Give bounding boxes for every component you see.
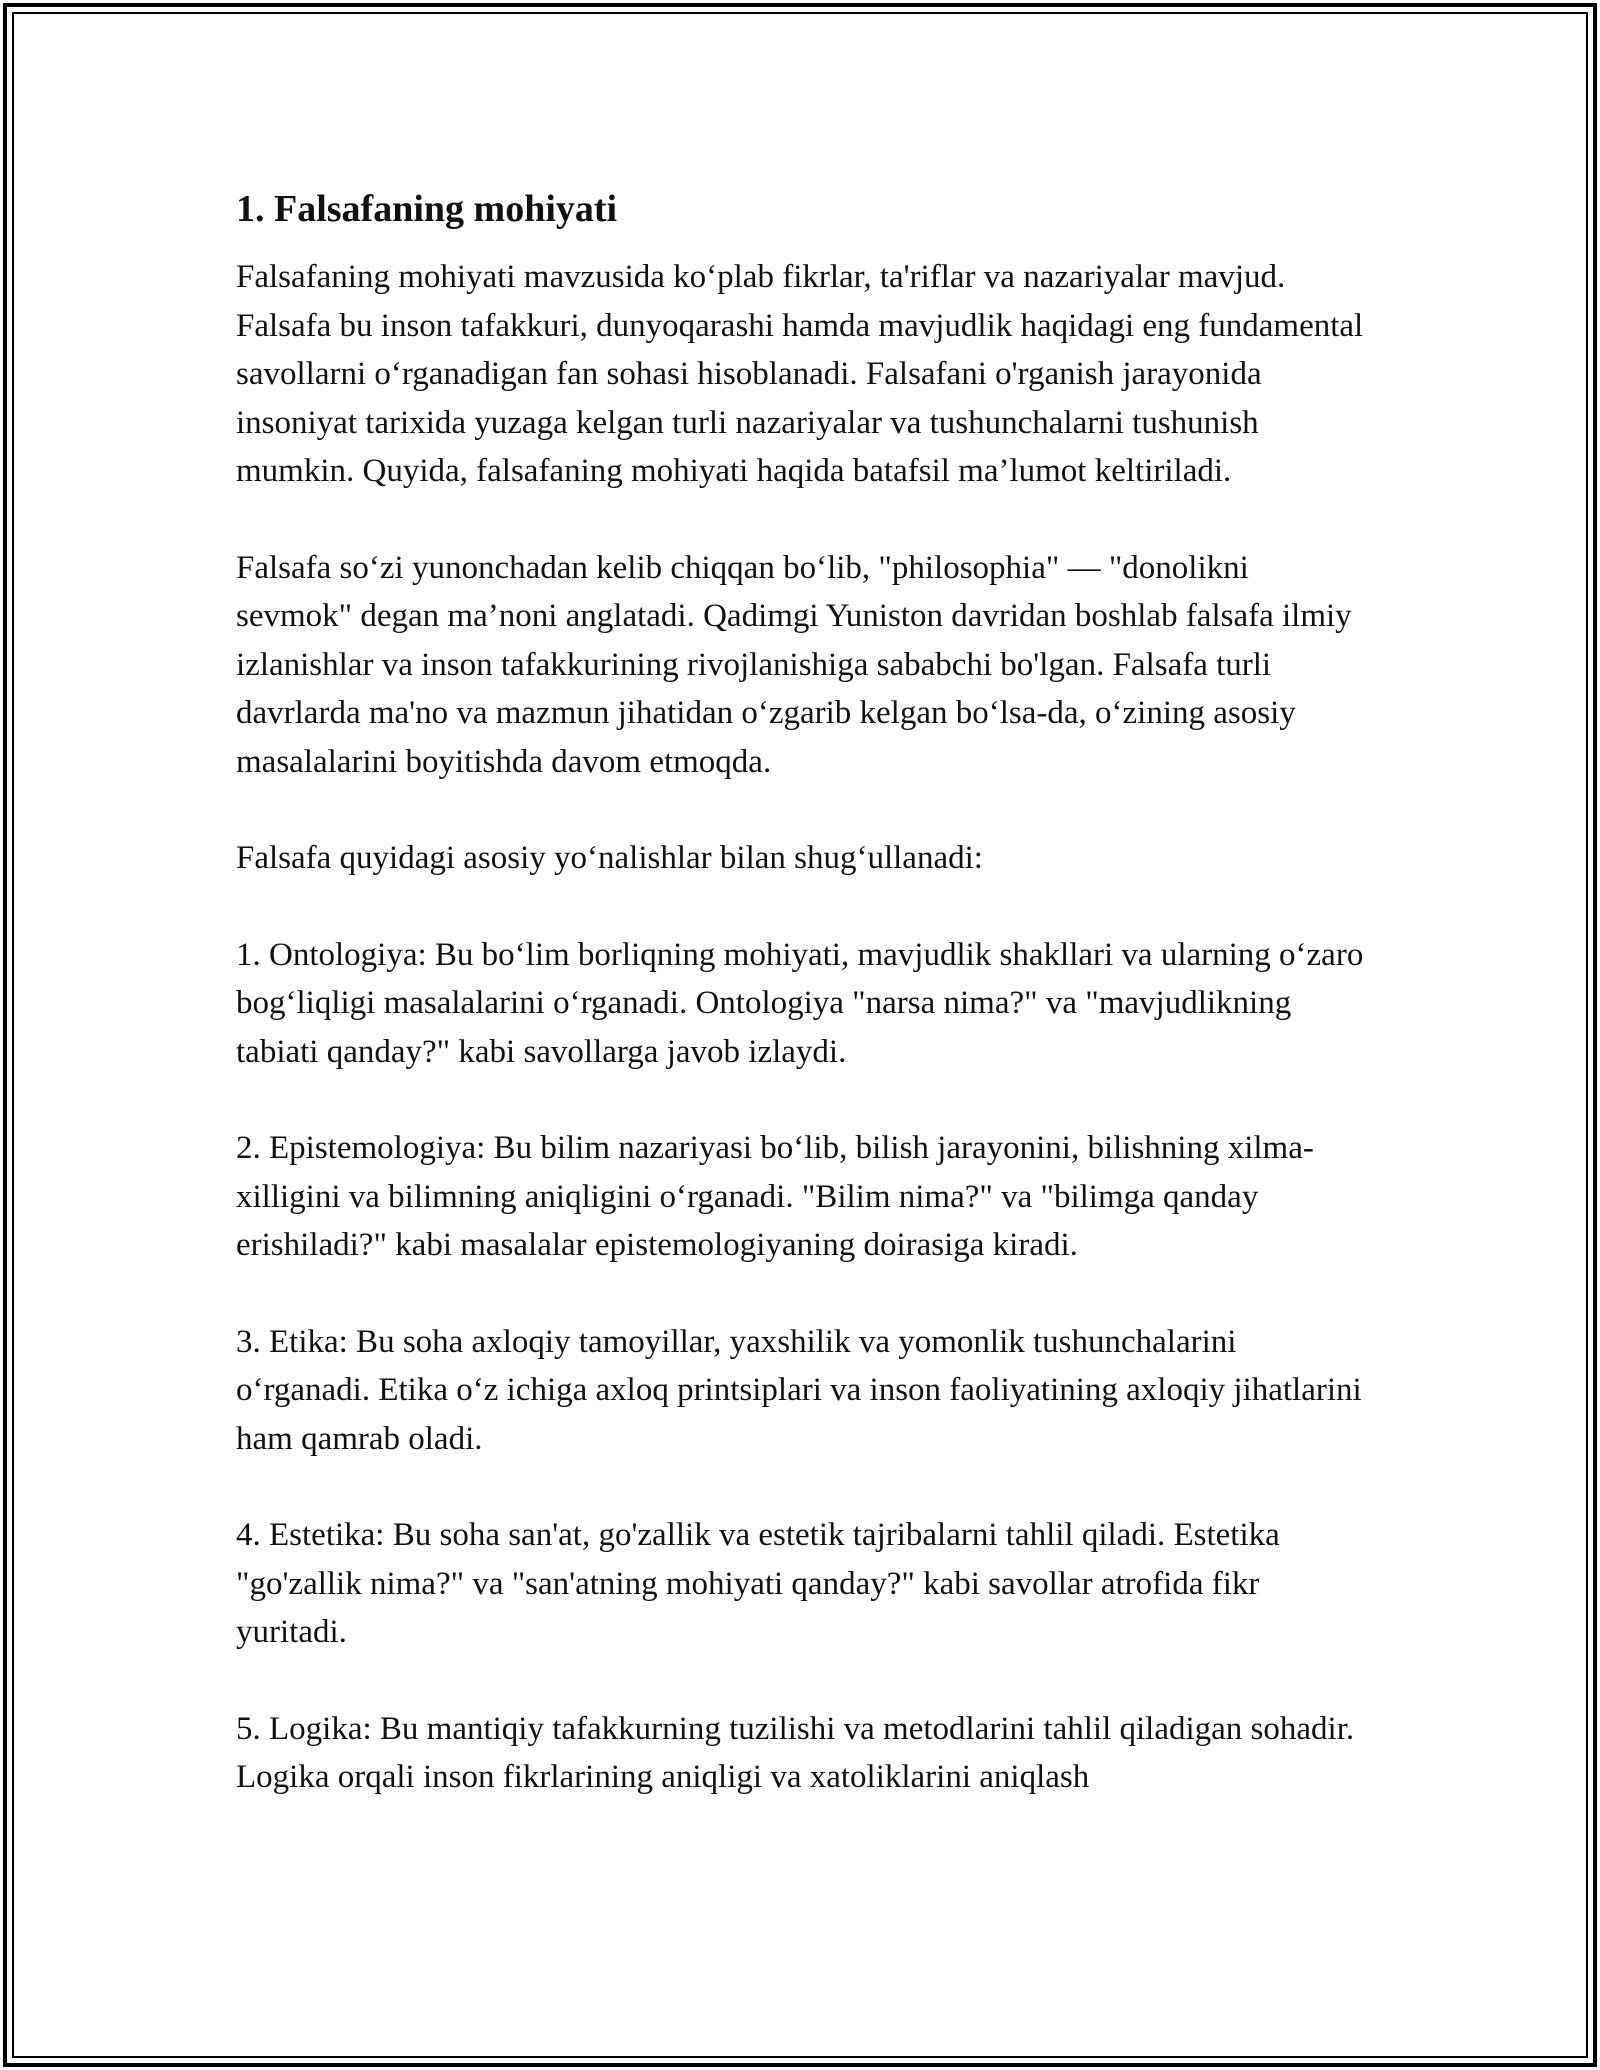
intro-paragraph: Falsafaning mohiyati mavzusida ko‘plab fikrlar, ta'riflar va nazariyalar mavjud. Falsafa bu inson tafakkuri, dunyoqarashi hamda mavjudlik haqidagi eng fundamental savollarni o‘rganadigan fan sohasi hisoblanadi. Falsafani o'rganish jarayonida insoniyat tarixida yuzaga kelgan turli nazariyalar va tushunchalarni tushunish mumkin. Quyida, falsafaning mohiyati haqida batafsil ma’lumot keltiriladi. (236, 259, 1364, 489)
aesthetics-paragraph: 4. Estetika: Bu soha san'at, go'zallik va estetik tajribalarni tahlil qiladi. Estetika "go'zallik nima?" va "san'atning mohiyati qanday?" kabi savollar atrofida fikr yuritadi. (236, 1517, 1280, 1650)
document-body (236, 185, 1366, 1850)
section-heading: 1. Falsafaning mohiyati (236, 188, 618, 230)
ethics-paragraph: 3. Etika: Bu soha axloqiy tamoyillar, yaxshilik va yomonlik tushunchalarini o‘rganadi. Etika o‘z ichiga axloq printsiplari va inson faoliyatining axloqiy jihatlarini ham qamrab oladi. (236, 1323, 1362, 1457)
epistemology-paragraph: 2. Epistemologiya: Bu bilim nazariyasi bo‘lib, bilish jarayonini, bilishning xilma-xilligini va bilimning aniqligini o‘rganadi. "Bilim nima?" va "bilimga qanday erishiladi?" kabi masalalar epistemologiyaning doirasiga kiradi. (236, 1130, 1314, 1263)
ontology-paragraph: 1. Ontologiya: Bu bo‘lim borliqning mohiyati, mavjudlik shakllari va ularning o‘zaro bog‘liqligi masalalarini o‘rganadi. Ontologiya "narsa nima?" va "mavjudlikning tabiati qanday?" kabi savollarga javob izlaydi. (236, 936, 1364, 1070)
directions-intro-paragraph: Falsafa quyidagi asosiy yo‘nalishlar bilan shug‘ullanadi: (236, 840, 983, 876)
etymology-paragraph: Falsafa so‘zi yunonchadan kelib chiqqan bo‘lib, "philosophia" — "donolikni sevmok" degan ma’noni anglatadi. Qadimgi Yuniston davridan boshlab falsafa ilmiy izlanishlar va inson tafakkurining rivojlanishiga sababchi bo'lgan. Falsafa turli davrlarda ma'no va mazmun jihatidan o‘zgarib kelgan bo‘lsa-da, o‘zining asosiy masalalarini boyitishda davom etmoqda. (236, 549, 1352, 780)
logic-paragraph: 5. Logika: Bu mantiqiy tafakkurning tuzilishi va metodlarini tahlil qiladigan sohadir. Logika orqali inson fikrlarining aniqligi va xatoliklarini aniqlash (236, 1710, 1355, 1795)
